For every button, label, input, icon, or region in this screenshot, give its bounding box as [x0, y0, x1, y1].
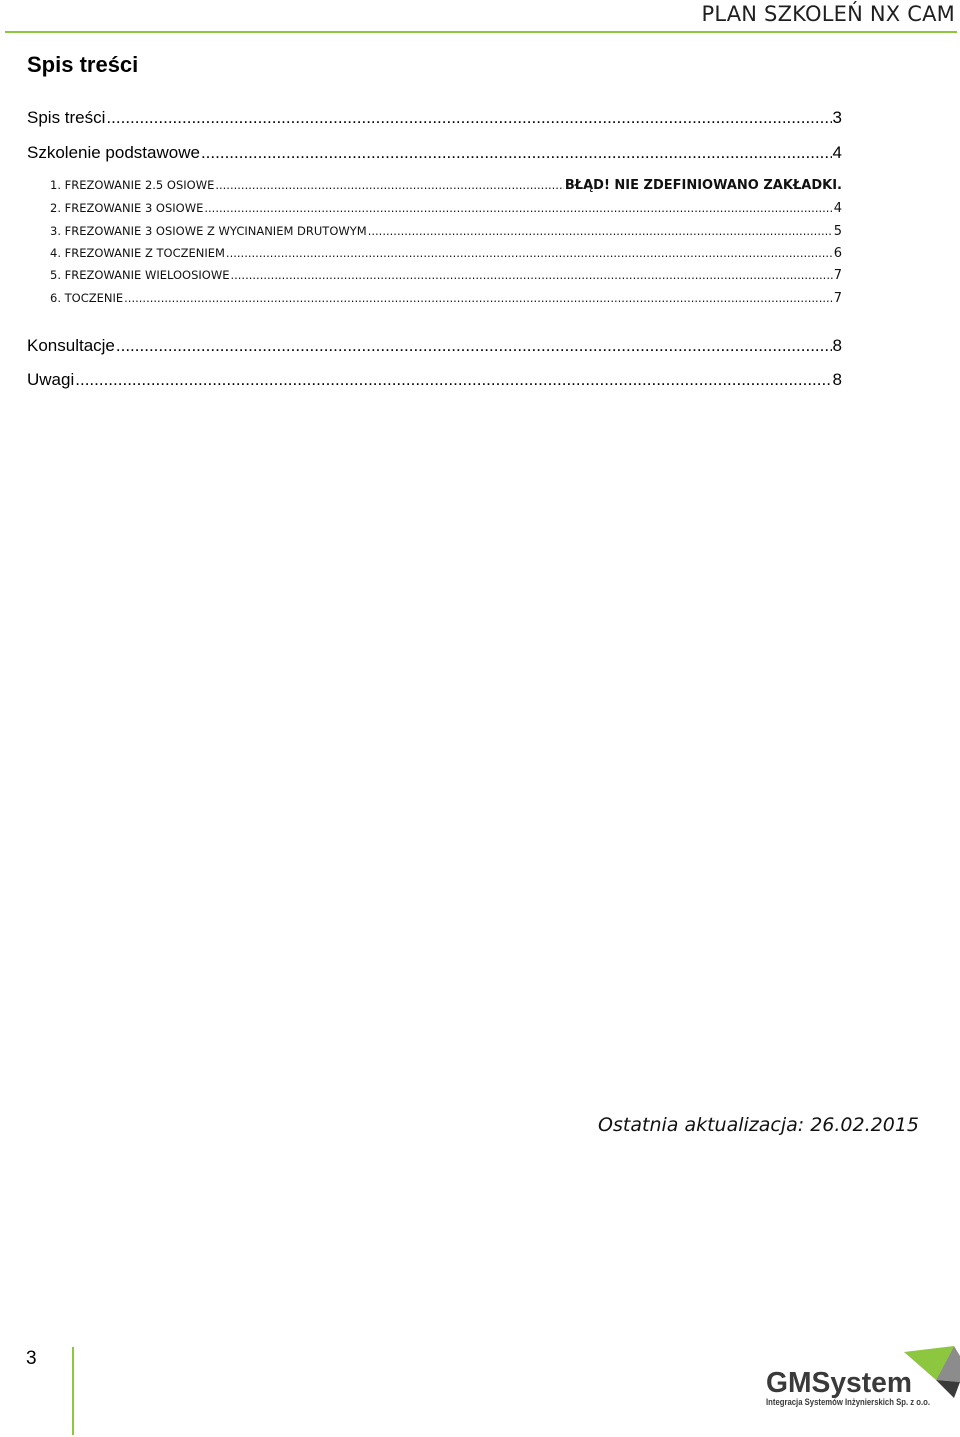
toc-entry-frezowanie-3[interactable]: 2. FREZOWANIE 3 OSIOWE ..... 4: [50, 201, 842, 216]
toc-entry-frezowanie-3-drut[interactable]: 3. FREZOWANIE 3 OSIOWE Z WYCINANIEM DRUTOWYM ..... 5: [50, 224, 842, 239]
last-update-date: Ostatnia aktualizacja: 26.02.2015: [598, 1114, 919, 1136]
toc-heading: Spis treści: [27, 52, 139, 77]
logo-tagline: Integracja Systemów Inżynierskich Sp. z o.o.: [766, 1397, 930, 1407]
footer-divider: [72, 1347, 74, 1435]
page-number: 3: [26, 1348, 37, 1369]
toc-entry-frezowanie-toczenie[interactable]: 4. FREZOWANIE Z TOCZENIEM ..... 6: [50, 246, 842, 261]
logo-wordmark: GMSystem: [766, 1367, 912, 1399]
toc-entry-szkolenie-podstawowe[interactable]: Szkolenie podstawowe ..... 4: [27, 143, 842, 163]
logo-mark-dark: [936, 1380, 960, 1398]
header-divider: [5, 31, 957, 33]
toc-entry-konsultacje[interactable]: Konsultacje ..... 8: [27, 336, 842, 356]
toc-entry-frezowanie-2-5[interactable]: 1. FREZOWANIE 2.5 OSIOWE ..... BŁĄD! NIE ZDEFINIOWANO ZAKŁADKI.: [50, 178, 842, 193]
toc-entry-spis-tresci[interactable]: Spis treści ..... 3: [27, 108, 842, 128]
header-title: PLAN SZKOLEŃ NX CAM: [701, 2, 955, 26]
toc-entry-toczenie[interactable]: 6. TOCZENIE ..... 7: [50, 291, 842, 306]
toc-entry-uwagi[interactable]: Uwagi ..... 8: [27, 370, 842, 390]
toc-entry-frezowanie-wieloosiowe[interactable]: 5. FREZOWANIE WIELOOSIOWE ..... 7: [50, 268, 842, 283]
gmsystem-logo: [764, 1342, 960, 1412]
